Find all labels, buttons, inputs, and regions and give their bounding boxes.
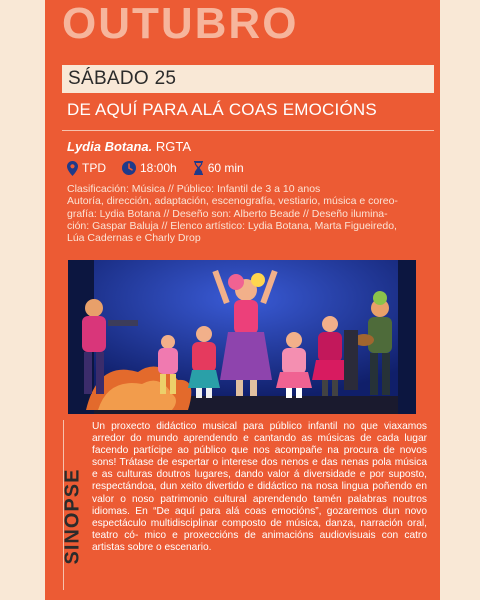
duration-item <box>193 161 244 175</box>
details-line: Lúa Cadernas e Charly Drop <box>67 232 201 245</box>
venue-label: TPD <box>82 161 106 175</box>
author-company: RGTA <box>155 139 192 154</box>
event-author <box>67 139 191 154</box>
hourglass-icon <box>193 161 204 175</box>
details-line: ción: Gaspar Baluja // Elenco artístico: Lydia Botana, Marta Figueiredo, <box>67 219 397 232</box>
event-title: DE AQUÍ PARA ALÁ COAS EMOCIÓNS <box>67 100 377 119</box>
event-meta <box>67 159 254 177</box>
clock-icon <box>122 161 136 175</box>
event-details <box>67 183 431 244</box>
month-heading: OUTUBRO <box>62 0 299 48</box>
author-name: Lydia Botana. <box>67 139 153 154</box>
details-line: grafía: Lydia Botana // Deseño son: Alberto Beade // Deseño ilumina- <box>67 207 388 220</box>
synopsis-text: Un proxecto didáctico musical para público infantil no que viaxamos arredor do mundo aprendendo e cantando as músicas de cada lugar facendo partícipe ao público que nos acompañe na procura de novos sons! Trátase de espertar o interese dos nenos e das nenas pola música e as culturas doutros lugares, dando valor á diversidade e por suposto, respectándoa, dun xeito divertido e didáctico na nosa lingua poñendo en valor o noso patrimonio cultural aprendendo tamén palabras noutros idiomas. En “De aquí para alá coas emocións”, gozaremos dun novo espectáculo multidisciplinar composto de música, danza, narración oral, teatro có- mico e proxeccións de animacións audiovisuais con catro artistas sobre o escenario. <box>92 421 427 553</box>
event-photo <box>68 260 416 414</box>
venue-item <box>67 161 106 176</box>
duration-label: 60 min <box>207 161 244 175</box>
details-line: Autoría, dirección, adaptación, escenografía, vestiario, música e coreo- <box>67 195 398 208</box>
event-date: SÁBADO 25 <box>68 68 177 89</box>
date-bar <box>62 65 434 93</box>
location-pin-icon <box>67 161 78 176</box>
synopsis-label: SINOPSE <box>61 468 84 565</box>
time-item <box>122 161 177 175</box>
details-line: Clasificación: Música // Público: Infantil de 3 a 10 anos <box>67 183 321 195</box>
title-divider <box>62 130 434 131</box>
time-label: 18:00h <box>140 161 177 175</box>
